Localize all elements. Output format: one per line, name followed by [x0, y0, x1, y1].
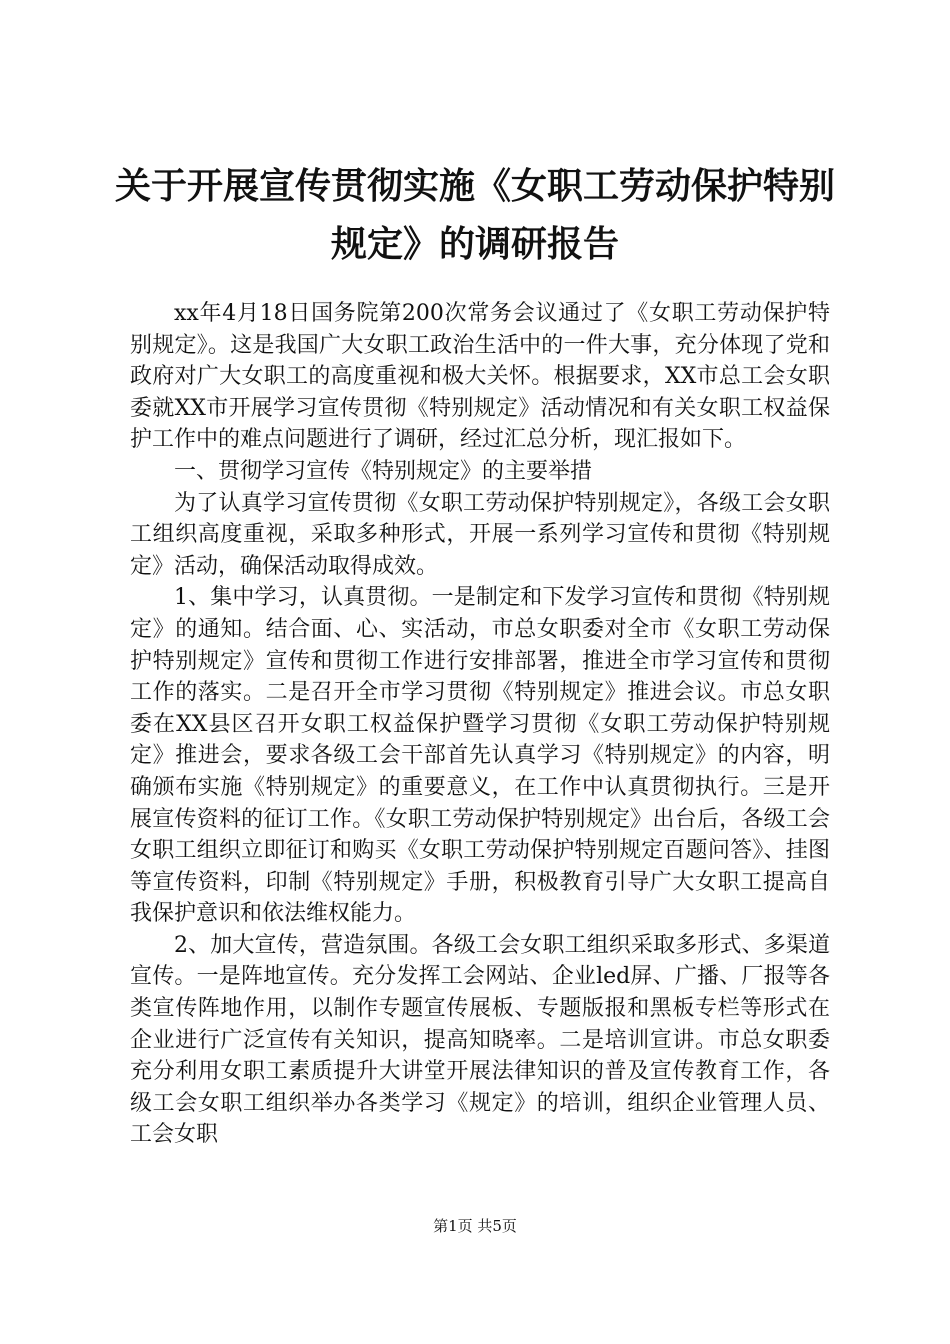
- document-body: [130, 298, 830, 1151]
- page-footer: 第1页 共5页: [433, 1217, 517, 1235]
- paragraph: 为了认真学习宣传贯彻《女职工劳动保护特别规定》，各级工会女职工组织高度重视，采取多种形式，开展一系列学习宣传和贯彻《特别规定》活动，确保活动取得成效。: [130, 490, 830, 579]
- paragraph-intro: xx年4月18日国务院第200次常务会议通过了《女职工劳动保护特别规定》。这是我国广大女职工政治生活中的一件大事，充分体现了党和政府对广大女职工的高度重视和极大关怀。根据要求，XX市总工会女职委就XX市开展学习宣传贯彻《特别规定》活动情况和有关女职工权益保护工作中的难点问题进行了调研，经过汇总分析，现汇报如下。: [130, 301, 830, 453]
- title-line-2: 规定》的调研报告: [330, 224, 619, 265]
- paragraph: 2、加大宣传，营造氛围。各级工会女职工组织采取多形式、多渠道宣传。一是阵地宣传。充分发挥工会网站、企业led屏、广播、厂报等各类宣传阵地作用，以制作专题宣传展板、专题版报和黑板专栏等形式在企业进行广泛宣传有关知识，提高知晓率。二是培训宣讲。市总女职委充分利用女职工素质提升大讲堂开展法律知识的普及宣传教育工作，各级工会女职工组织举办各类学习《规定》的培训，组织企业管理人员、工会女职: [130, 932, 830, 1148]
- document-title: [100, 158, 850, 274]
- title-line-1: 关于开展宣传贯彻实施《女职工劳动保护特别: [114, 166, 835, 207]
- section-heading-1: 一、贯彻学习宣传《特别规定》的主要举措: [174, 458, 593, 484]
- paragraph: 1、集中学习，认真贯彻。一是制定和下发学习宣传和贯彻《特别规定》的通知。结合面、心、实活动，市总女职委对全市《女职工劳动保护特别规定》宣传和贯彻工作进行安排部署，推进全市学习宣传和贯彻工作的落实。二是召开全市学习贯彻《特别规定》推进会议。市总女职委在XX县区召开女职工权益保护暨学习贯彻《女职工劳动保护特别规定》推进会，要求各级工会干部首先认真学习《特别规定》的内容，明确颁布实施《特别规定》的重要意义，在工作中认真贯彻执行。三是开展宣传资料的征订工作。《女职工劳动保护特别规定》出台后，各级工会女职工组织立即征订和购买《女职工劳动保护特别规定百题问答》、挂图等宣传资料，印制《特别规定》手册，积极教育引导广大女职工提高自我保护意识和依法维权能力。: [130, 585, 830, 927]
